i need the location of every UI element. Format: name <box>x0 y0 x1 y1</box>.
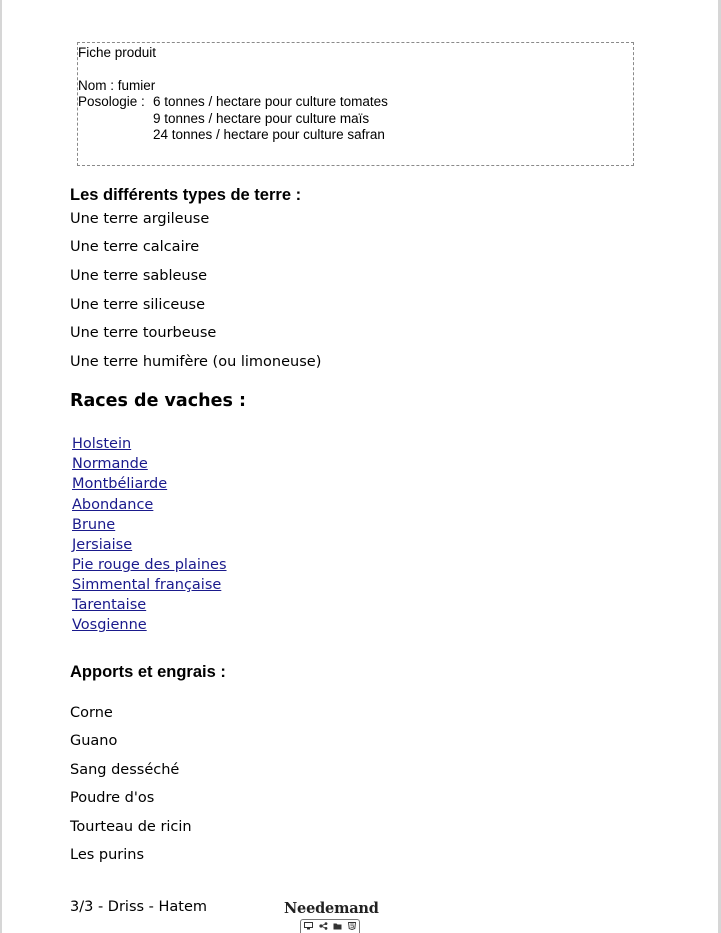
logo-text: Needemand <box>284 900 379 917</box>
cow-breed-link[interactable]: Simmental française <box>72 577 222 593</box>
fertilizer-item: Corne <box>70 705 113 721</box>
page-edge-left <box>0 0 2 933</box>
fertilizers-heading: Apports et engrais : <box>70 663 226 681</box>
logo-icon-strip <box>300 919 360 933</box>
page-footer-info: 3/3 - Driss - Hatem <box>70 899 208 915</box>
fertilizer-item: Guano <box>70 733 118 749</box>
soil-type-item: Une terre siliceuse <box>70 297 206 313</box>
soil-type-item: Une terre humifère (ou limoneuse) <box>70 354 322 370</box>
soil-type-item: Une terre calcaire <box>70 239 200 255</box>
product-sheet-title: Fiche produit <box>78 45 157 60</box>
cow-breed-link[interactable]: Normande <box>72 456 148 472</box>
monitor-icon <box>304 922 313 933</box>
soil-types-heading: Les différents types de terre : <box>70 186 302 204</box>
folder-icon <box>333 922 342 933</box>
soil-type-item: Une terre argileuse <box>70 211 210 227</box>
cow-breed-link[interactable]: Abondance <box>72 497 154 513</box>
cow-breed-link[interactable]: Vosgienne <box>72 617 147 633</box>
posology-label: Posologie : <box>78 94 145 109</box>
cow-breed-link[interactable]: Holstein <box>72 436 132 452</box>
cow-breeds-heading: Races de vaches : <box>70 391 246 411</box>
product-sheet-box <box>77 42 634 166</box>
posology-line: 9 tonnes / hectare pour culture maïs <box>153 110 370 126</box>
needemand-logo[interactable] <box>284 900 378 933</box>
fertilizer-item: Les purins <box>70 847 145 863</box>
cow-breed-link[interactable]: Brune <box>72 517 116 533</box>
soil-type-item: Une terre sableuse <box>70 268 208 284</box>
cow-breed-link[interactable]: Pie rouge des plaines <box>72 557 227 573</box>
cow-breed-link[interactable]: Montbéliarde <box>72 476 168 492</box>
fertilizer-item: Poudre d'os <box>70 790 155 806</box>
cow-breed-link[interactable]: Jersiaise <box>72 537 133 553</box>
posology-line: 24 tonnes / hectare pour culture safran <box>153 127 385 142</box>
fertilizer-item: Sang desséché <box>70 762 180 778</box>
fertilizer-item: Tourteau de ricin <box>70 819 192 835</box>
product-name: Nom : fumier <box>78 78 156 93</box>
posology-line: 6 tonnes / hectare pour culture tomates <box>153 94 388 109</box>
cow-breed-link[interactable]: Tarentaise <box>72 597 147 613</box>
html5-icon <box>348 922 356 933</box>
soil-type-item: Une terre tourbeuse <box>70 325 217 341</box>
share-icon <box>319 922 328 933</box>
